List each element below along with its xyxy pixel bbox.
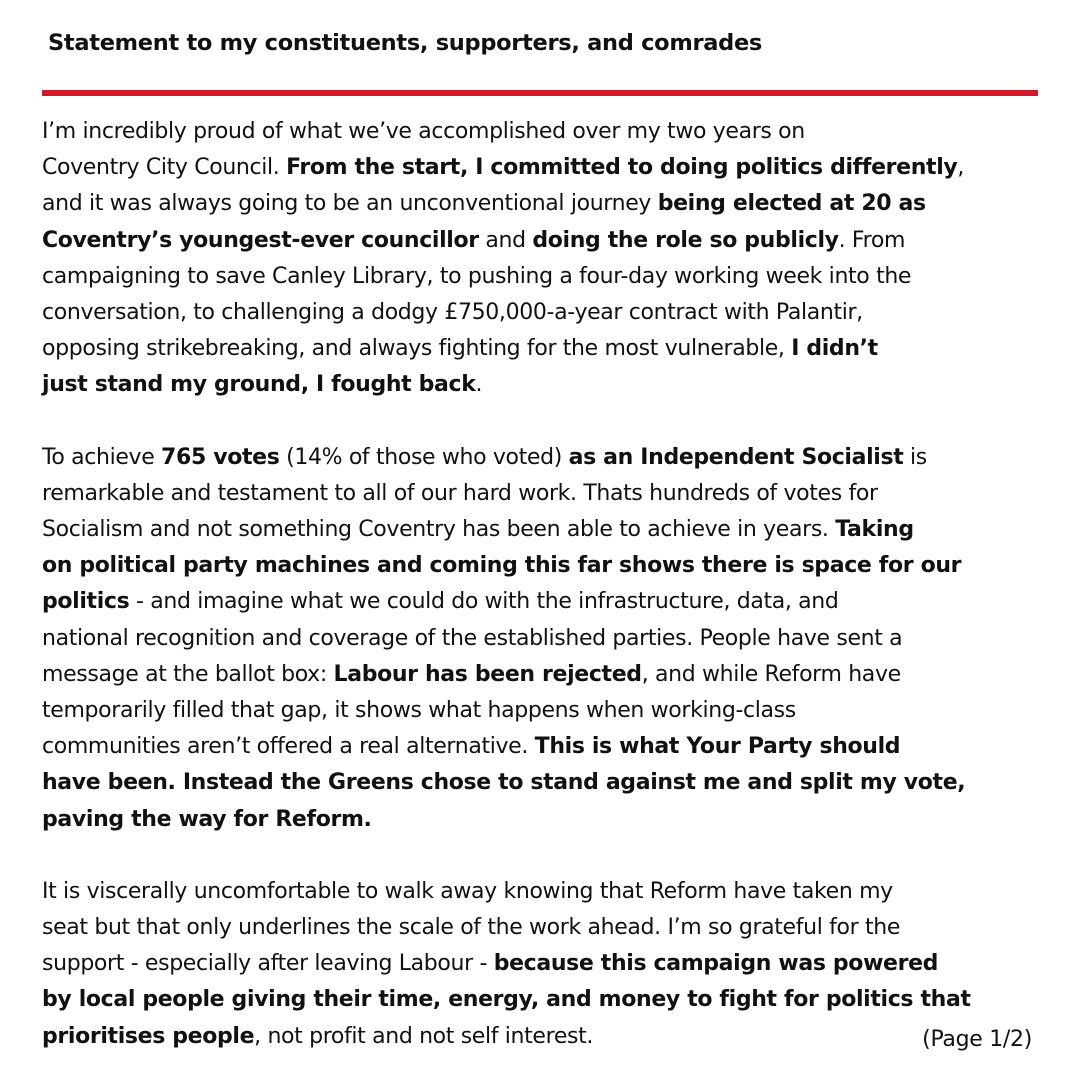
bold-text-run: From the start, I committed to doing politics differently xyxy=(286,155,958,181)
text-run: - and imagine what we could do with the infrastructure, data, and xyxy=(129,589,839,615)
text-line xyxy=(42,910,1042,946)
text-line xyxy=(42,693,1042,729)
text-run: and it was always going to be an unconventional journey xyxy=(42,191,658,217)
text-run: . xyxy=(475,372,483,398)
text-line xyxy=(42,331,1042,367)
text-run: support - especially after leaving Labour - xyxy=(42,951,494,977)
text-line xyxy=(42,150,1042,186)
text-line xyxy=(42,657,1042,693)
text-line xyxy=(42,259,1042,295)
text-line xyxy=(42,874,1042,910)
text-run: and xyxy=(478,227,533,253)
text-run: . From xyxy=(838,227,906,253)
text-line xyxy=(42,512,1042,548)
text-run: , not profit and not self interest. xyxy=(254,1023,594,1049)
text-run: To achieve xyxy=(42,444,162,470)
paragraph xyxy=(42,440,1042,838)
text-run: is xyxy=(903,444,927,470)
text-line xyxy=(42,186,1042,222)
text-line xyxy=(42,1019,1042,1055)
text-line xyxy=(42,584,1042,620)
text-run: seat but that only underlines the scale of the work ahead. I’m so grateful for the xyxy=(42,915,901,941)
text-run: I’m incredibly proud of what we’ve accomplished over my two years on xyxy=(42,119,805,144)
bold-text-run: have been. Instead the Greens chose to stand against me and split my vote, xyxy=(42,770,966,796)
bold-text-run: just stand my ground, I fought back xyxy=(42,372,476,398)
text-run: message at the ballot box: xyxy=(42,661,334,687)
text-line xyxy=(42,114,1042,150)
page-indicator: (Page 1/2) xyxy=(922,1027,1032,1052)
text-line xyxy=(42,946,1042,982)
text-run: remarkable and testament to all of our hard work. Thats hundreds of votes for xyxy=(42,480,878,506)
bold-text-run: prioritises people xyxy=(42,1023,255,1049)
text-run: communities aren’t offered a real alternative. xyxy=(42,734,535,760)
bold-text-run: I didn’t xyxy=(791,336,878,362)
statement-body xyxy=(42,114,1042,1055)
text-run: campaigning to save Canley Library, to pushing a four-day working week into the xyxy=(42,263,912,289)
bold-text-run: paving the way for Reform. xyxy=(42,806,372,832)
text-line xyxy=(42,802,1042,838)
bold-text-run: doing the role so publicly xyxy=(532,227,839,253)
text-run: national recognition and coverage of the established parties. People have sent a xyxy=(42,625,903,651)
text-run: conversation, to challenging a dodgy £750,000-a-year contract with Palantir, xyxy=(42,300,863,326)
bold-text-run: on political party machines and coming this far shows there is space for our xyxy=(42,553,962,579)
bold-text-run: by local people giving their time, energy, and money to fight for politics that xyxy=(42,987,971,1013)
bold-text-run: 765 votes xyxy=(161,444,280,470)
text-line xyxy=(42,223,1042,259)
bold-text-run: being elected at 20 as xyxy=(657,191,926,217)
text-run: (14% of those who voted) xyxy=(279,444,569,470)
text-line xyxy=(42,729,1042,765)
bold-text-run: Taking xyxy=(835,517,914,543)
statement-heading: Statement to my constituents, supporters, and comrades xyxy=(48,30,762,56)
text-line xyxy=(42,548,1042,584)
text-run: Socialism and not something Coventry has been able to achieve in years. xyxy=(42,517,836,543)
bold-text-run: because this campaign was powered xyxy=(493,951,939,977)
bold-text-run: Coventry’s youngest-ever councillor xyxy=(42,227,479,253)
paragraph xyxy=(42,114,1042,404)
bold-text-run: This is what Your Party should xyxy=(534,734,901,760)
text-run: temporarily filled that gap, it shows what happens when working-class xyxy=(42,698,796,724)
text-run: , and while Reform have xyxy=(641,661,901,687)
text-line xyxy=(42,295,1042,331)
text-line xyxy=(42,440,1042,476)
bold-text-run: politics xyxy=(42,589,130,615)
text-run: opposing strikebreaking, and always fighting for the most vulnerable, xyxy=(42,336,792,362)
text-line xyxy=(42,367,1042,403)
text-run: , xyxy=(957,155,965,181)
text-line xyxy=(42,982,1042,1018)
bold-text-run: as an Independent Socialist xyxy=(568,444,904,470)
red-divider xyxy=(42,90,1038,96)
text-line xyxy=(42,476,1042,512)
text-run: Coventry City Council. xyxy=(42,155,287,181)
text-line xyxy=(42,765,1042,801)
bold-text-run: Labour has been rejected xyxy=(333,661,642,687)
text-line xyxy=(42,621,1042,657)
paragraph xyxy=(42,874,1042,1055)
text-run: It is viscerally uncomfortable to walk away knowing that Reform have taken my xyxy=(42,878,893,904)
